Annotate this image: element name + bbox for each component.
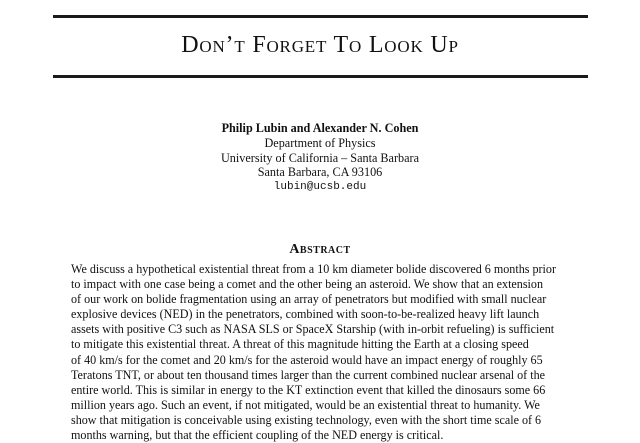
paper-title: Don’t Forget To Look Up [181,32,459,58]
abstract-line: of 40 km/s for the comet and 20 km/s for the asteroid would have an impact energy of roughly 65 [71,352,543,367]
abstract-body [71,262,576,443]
abstract-line: entire world. This is similar in energy to the KT extinction event that killed the dinosaurs some 66 [71,382,546,397]
abstract-line: to mitigate this existential threat. A threat of this magnitude hitting the Earth at a closing speed [71,337,529,352]
abstract-line: explosive devices (NED) in the penetrators, combined with soon-to-be-realized heavy lift launch [71,307,540,322]
abstract-line: Teratons TNT, or about ten thousand times larger than the current combined nuclear arsenal of the [71,367,546,382]
abstract-line: show that mitigation is conceivable using existing technology, even with the short time scale of 6 [71,412,542,427]
author-email[interactable]: lubin@ucsb.edu [273,181,367,194]
title-rule-bottom [53,75,588,78]
abstract-heading: Abstract [289,242,351,257]
abstract-line: assets with positive C3 such as NASA SLS or SpaceX Starship (with in-orbit refueling) is sufficient [71,322,555,337]
title-rule-top [53,15,588,18]
author-block [0,121,640,195]
author-department: Department of Physics [264,135,376,150]
abstract-line: months warning, but that the efficient coupling of the NED energy is critical. [71,428,444,443]
author-university: University of California – Santa Barbara [221,150,419,165]
author-address: Santa Barbara, CA 93106 [257,165,383,180]
abstract-line: We discuss a hypothetical existential threat from a 10 km diameter bolide discovered 6 months prior [71,262,556,276]
abstract-line: of our work on bolide fragmentation using an array of penetrators but modified with small nuclear [71,292,547,307]
author-names: Philip Lubin and Alexander N. Cohen [221,121,419,135]
abstract-line: million years ago. Such an event, if not mitigated, would be an existential threat to humanity. We [71,397,540,412]
abstract-line: to impact with one case being a comet and the other being an asteroid. We show that an extension [71,277,543,292]
